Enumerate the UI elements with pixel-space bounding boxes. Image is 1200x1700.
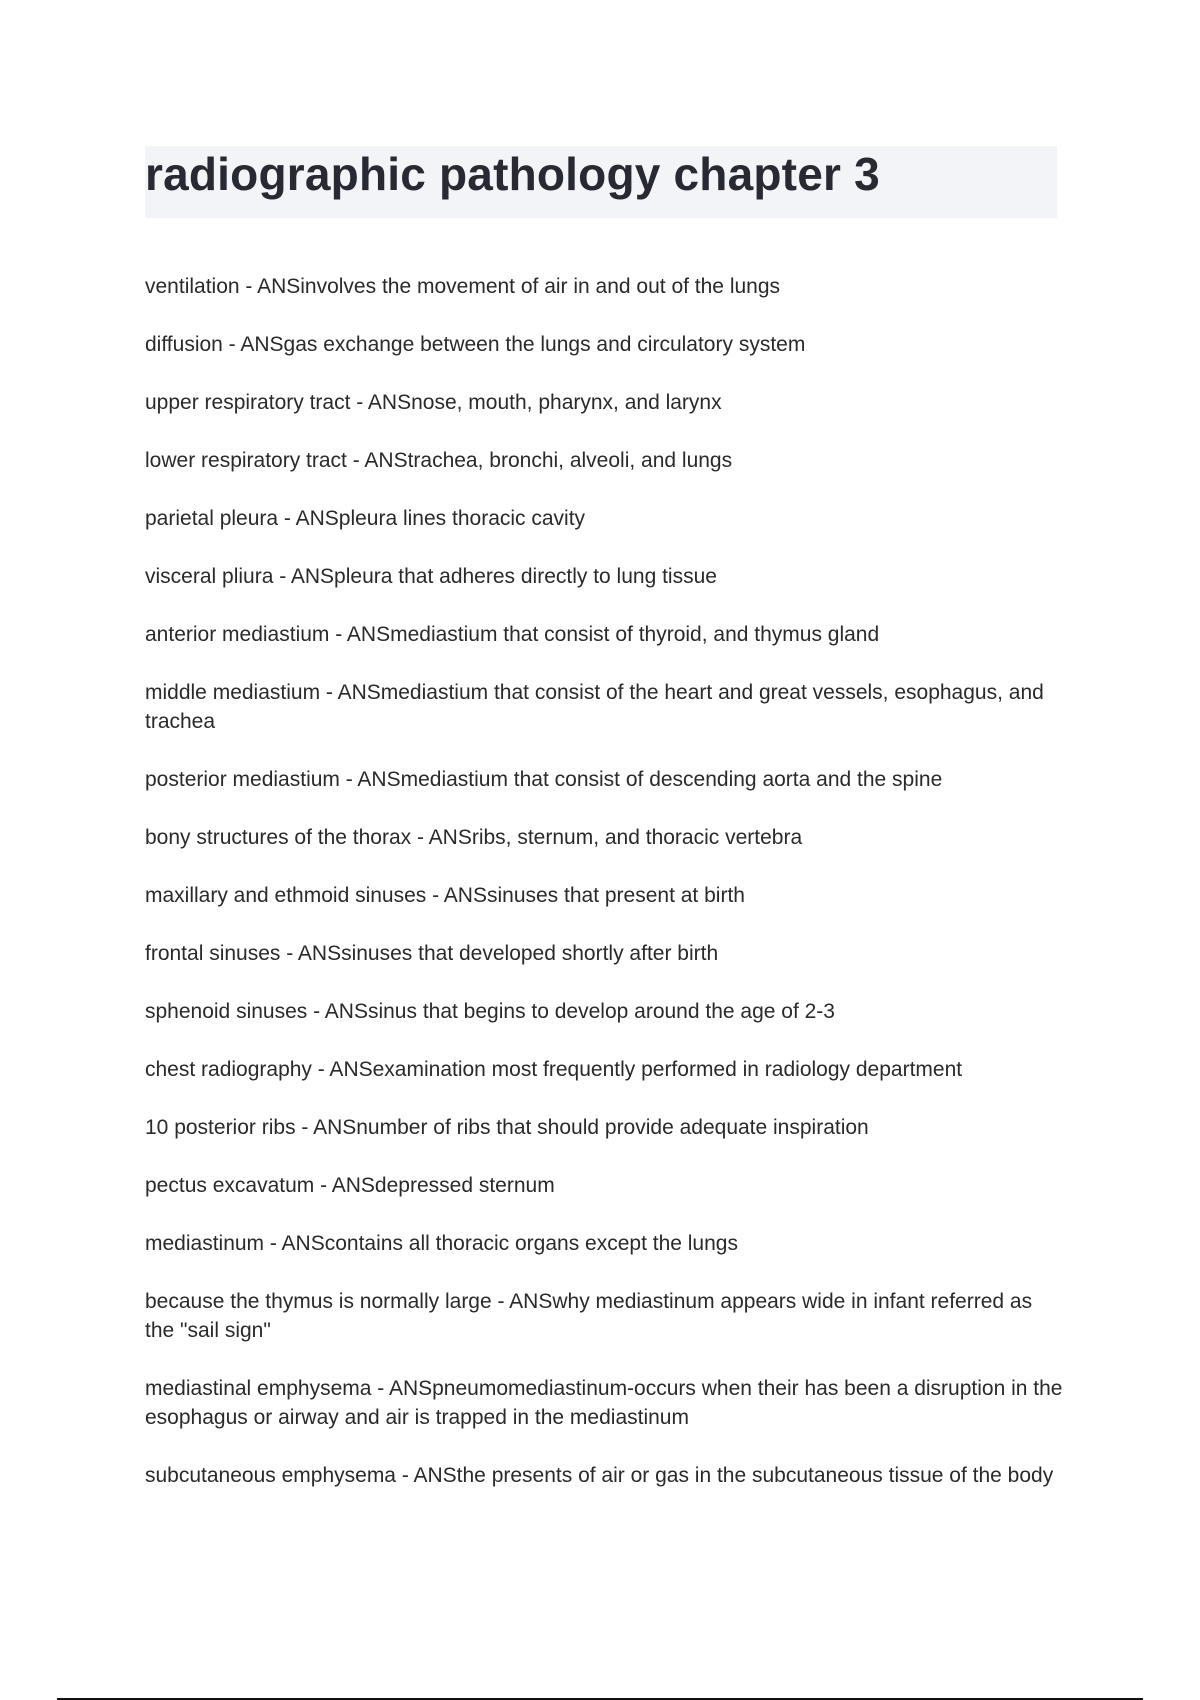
flashcard-entry: anterior mediastium - ANSmediastium that consist of thyroid, and thymus gland — [145, 623, 880, 646]
flashcard-entry: visceral pliura - ANSpleura that adheres directly to lung tissue — [145, 565, 717, 588]
flashcard-entry: upper respiratory tract - ANSnose, mouth, pharynx, and larynx — [145, 391, 722, 414]
flashcard-entry: parietal pleura - ANSpleura lines thoracic cavity — [145, 507, 586, 530]
flashcard-entry: bony structures of the thorax - ANSribs, sternum, and thoracic vertebra — [145, 826, 803, 849]
flashcard-entry: mediastinum - ANScontains all thoracic organs except the lungs — [145, 1232, 738, 1255]
document-title: radiographic pathology chapter 3 — [145, 148, 880, 200]
flashcard-entry: mediastinal emphysema - ANSpneumomediastinum-occurs when their has been a disruption in the esophagus or airway and air is trapped in the mediastinum — [145, 1377, 1063, 1429]
flashcard-entry: middle mediastium - ANSmediastium that consist of the heart and great vessels, esophagus, and trachea — [145, 681, 1044, 733]
flashcard-entry: chest radiography - ANSexamination most frequently performed in radiology department — [145, 1058, 963, 1081]
flashcard-entry: pectus excavatum - ANSdepressed sternum — [145, 1174, 555, 1197]
flashcard-entry: ventilation - ANSinvolves the movement of air in and out of the lungs — [145, 275, 781, 298]
flashcard-list — [145, 272, 1065, 1519]
flashcard-entry: diffusion - ANSgas exchange between the lungs and circulatory system — [145, 333, 806, 356]
flashcard-entry: because the thymus is normally large - ANSwhy mediastinum appears wide in infant referred as the "sail sign" — [145, 1290, 1033, 1342]
flashcard-entry: lower respiratory tract - ANStrachea, bronchi, alveoli, and lungs — [145, 449, 733, 472]
flashcard-entry: maxillary and ethmoid sinuses - ANSsinuses that present at birth — [145, 884, 745, 907]
flashcard-entry: frontal sinuses - ANSsinuses that developed shortly after birth — [145, 942, 719, 965]
flashcard-entry: sphenoid sinuses - ANSsinus that begins to develop around the age of 2-3 — [145, 1000, 835, 1023]
flashcard-entry: posterior mediastium - ANSmediastium that consist of descending aorta and the spine — [145, 768, 943, 791]
flashcard-entry: 10 posterior ribs - ANSnumber of ribs that should provide adequate inspiration — [145, 1116, 869, 1139]
flashcard-entry: subcutaneous emphysema - ANSthe presents of air or gas in the subcutaneous tissue of the body — [145, 1464, 1054, 1487]
